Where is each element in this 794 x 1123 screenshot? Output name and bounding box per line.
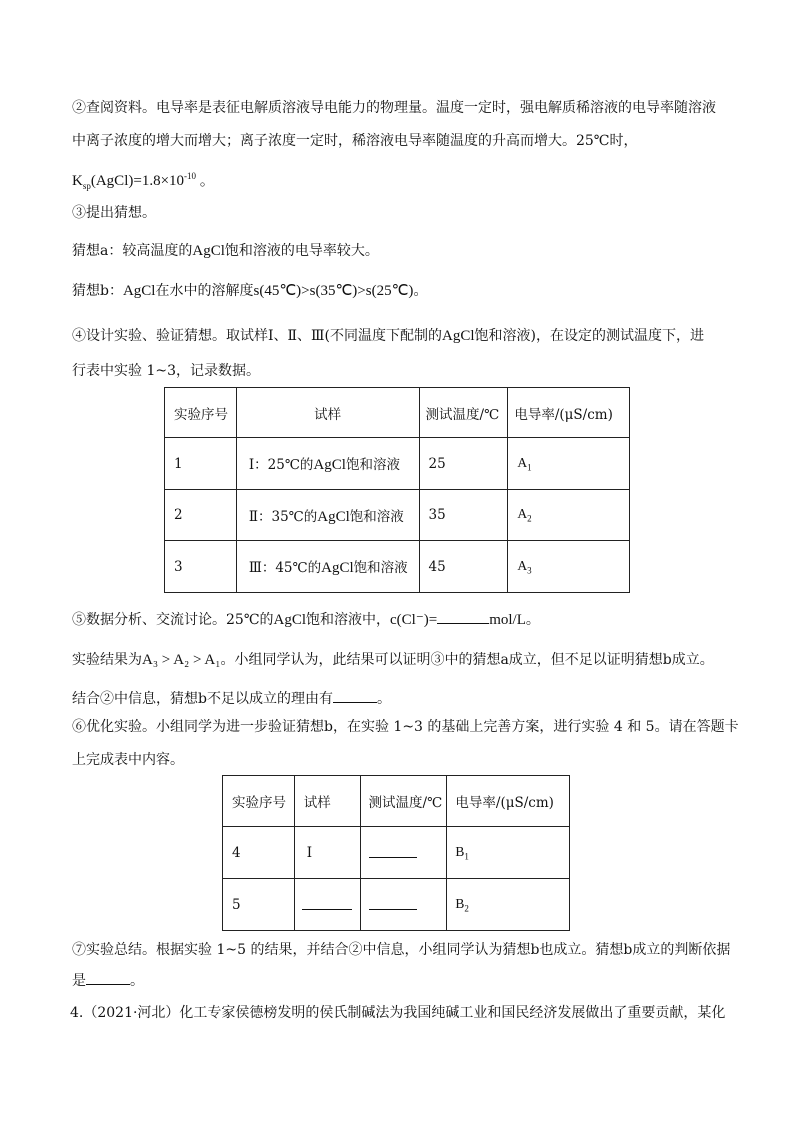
guess-a: 猜想a：较高温度的AgCl饱和溶液的电导率较大。: [72, 243, 379, 259]
para2-line2: 中离子浓度的增大而增大；离子浓度一定时，稀溶液电导率随温度的升高而增大。25℃时，: [72, 133, 638, 149]
row-conductivity: $A_1$: [508, 438, 630, 490]
table2-header: 电导率/(μS/cm): [447, 776, 570, 827]
para4-line1: ④设计实验、验证猜想。取试样Ⅰ、Ⅱ、Ⅲ(不同温度下配制的AgCl饱和溶液)，在设定的测试温度下，进: [72, 328, 704, 344]
row-sample: Ⅱ：35℃的AgCl饱和溶液: [236, 490, 419, 541]
para5-line2: 实验结果为A₃ > A₂ > A₁。小组同学认为，此结果可以证明③中的猜想a成立，但不足以证明猜想b成立。: [72, 652, 714, 668]
table-row: [165, 490, 630, 541]
table1-header: 实验序号: [165, 388, 237, 438]
para4-line2: 行表中实验 1~3，记录数据。: [72, 363, 260, 379]
table1-header: 测试温度/℃: [419, 388, 508, 438]
row-sample: Ⅲ：45℃的AgCl饱和溶液: [236, 541, 419, 593]
experiment-table-2: [222, 775, 570, 931]
para3-title: ③提出猜想。: [72, 205, 156, 221]
row-id: 1: [165, 438, 237, 490]
row-conductivity: $B_2$: [447, 879, 570, 931]
row-sample-blank: [294, 879, 360, 931]
ksp-formula: $K_{sp}(AgCl)=1.8\times 10^{-10}$ 。: [72, 171, 215, 191]
row-conductivity: $A_3$: [508, 541, 630, 593]
experiment-table-1: [164, 387, 630, 593]
table2-header-row: [223, 776, 570, 827]
table-row: [223, 827, 570, 879]
row-id: 3: [165, 541, 237, 593]
table1-header: 电导率/(μS/cm): [508, 388, 630, 438]
row-temp-blank: [360, 827, 447, 879]
answer-blank[interactable]: [369, 895, 417, 910]
para2-line1: ②查阅资料。电导率是表征电解质溶液导电能力的物理量。温度一定时，强电解质稀溶液的电导率随溶液: [72, 100, 716, 116]
row-id: 4: [223, 827, 295, 879]
answer-blank[interactable]: [333, 688, 377, 703]
para6-line2: 上完成表中内容。: [72, 752, 184, 768]
row-sample: Ⅰ：25℃的AgCl饱和溶液: [236, 438, 419, 490]
table-row: [165, 438, 630, 490]
row-sample: Ⅰ: [294, 827, 360, 879]
answer-blank[interactable]: [369, 843, 417, 858]
question-4-line: 4.（2021·河北）化工专家侯德榜发明的侯氏制碱法为我国纯碱工业和国民经济发展做出了重要贡献，某化: [70, 1005, 726, 1021]
row-conductivity: $B_1$: [447, 827, 570, 879]
row-id: 2: [165, 490, 237, 541]
para7-line1: ⑦实验总结。根据实验 1~5 的结果，并结合②中信息，小组同学认为猜想b也成立。猜想b成立的判断依据: [72, 942, 731, 958]
row-temp: 35: [419, 490, 508, 541]
answer-blank[interactable]: [302, 895, 352, 910]
table2-header: 试样: [294, 776, 360, 827]
para5-line1: ⑤数据分析、交流讨论。25℃的AgCl饱和溶液中，c(Cl⁻)= mol/L。: [72, 609, 540, 630]
guess-b: 猜想b：AgCl在水中的溶解度s(45℃)>s(35℃)>s(25℃)。: [72, 283, 428, 299]
row-id: 5: [223, 879, 295, 931]
row-temp-blank: [360, 879, 447, 931]
table1-header: 试样: [236, 388, 419, 438]
table1-header-row: [165, 388, 630, 438]
row-temp: 45: [419, 541, 508, 593]
row-temp: 25: [419, 438, 508, 490]
para7-line2: 是 。: [72, 970, 144, 991]
row-conductivity: $A_2$: [508, 490, 630, 541]
para6-line1: ⑥优化实验。小组同学为进一步验证猜想b，在实验 1~3 的基础上完善方案，进行实验 4 和 5。请在答题卡: [72, 719, 739, 735]
answer-blank[interactable]: [437, 609, 489, 624]
table-row: [165, 541, 630, 593]
table2-header: 实验序号: [223, 776, 295, 827]
table-row: [223, 879, 570, 931]
table2-header: 测试温度/℃: [360, 776, 447, 827]
answer-blank[interactable]: [86, 970, 130, 985]
para5-line3: 结合②中信息，猜想b不足以成立的理由有 。: [72, 688, 391, 709]
